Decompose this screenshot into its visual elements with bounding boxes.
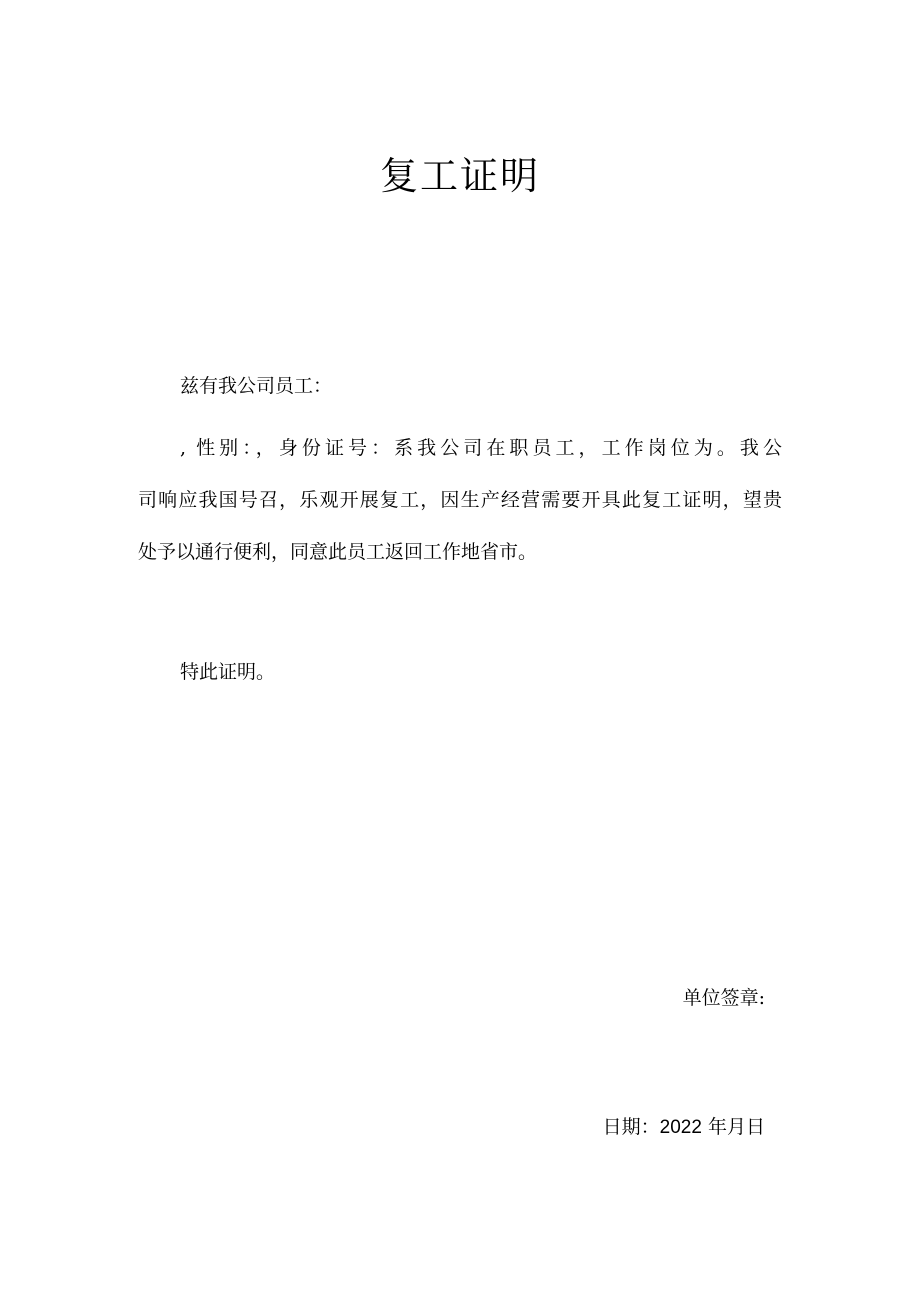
closing-statement: 特此证明。 (180, 661, 276, 683)
body-line-3: 处予以通行便利，同意此员工返回工作地省市。 (138, 541, 538, 563)
document-title: 复工证明 (379, 154, 540, 198)
body-line-2: 司响应我国号召，乐观开展复工，因生产经营需要开具此复工证明，望贵 (138, 489, 782, 511)
date-label: 日期： (602, 1116, 660, 1138)
signature-label: 单位签章: (682, 987, 765, 1009)
body-paragraph (138, 434, 782, 590)
date-suffix: 年月日 (701, 1116, 765, 1138)
date-year: 2022 (659, 1117, 702, 1138)
date-line (603, 1113, 765, 1142)
greeting-line: 兹有我公司员工： (180, 375, 333, 397)
body-line-1: , 性别：，身份证号：系我公司在职员工，工作岗位为。我公 (180, 437, 782, 459)
